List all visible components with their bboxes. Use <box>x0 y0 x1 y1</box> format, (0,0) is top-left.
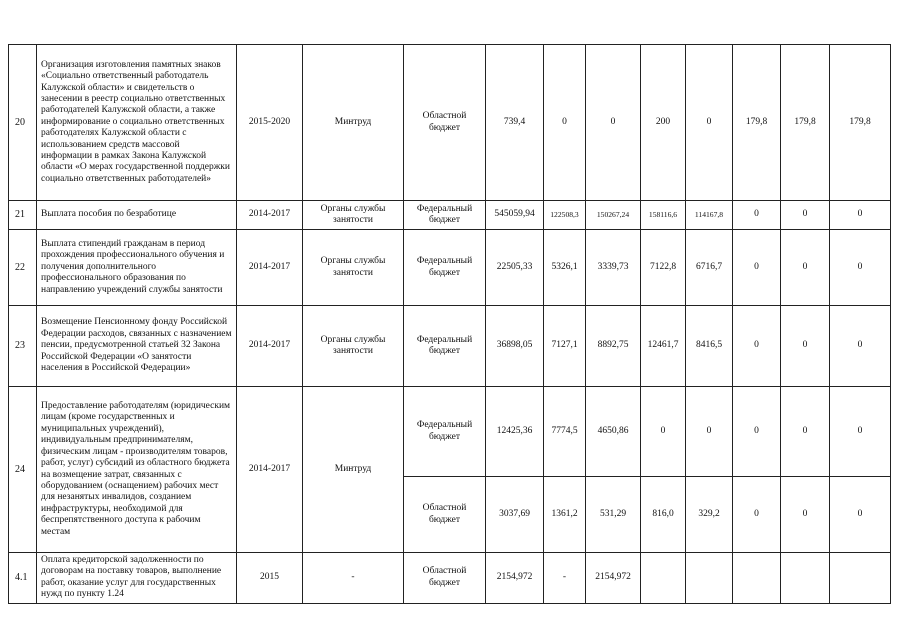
value-cell: 122508,3 <box>544 201 586 230</box>
value-cell: 0 <box>830 387 891 477</box>
activity-name: Выплата стипендий гражданам в период прохождения профессионального обучения и получения дополнительного профессионального образования по направлению учреждений службы занятости <box>37 230 237 306</box>
program-activities-table <box>8 44 891 604</box>
value-cell: 2154,972 <box>586 553 641 604</box>
activity-name: Предоставление работодателям (юридическим лицам (кроме государственных и муниципальных учреждений), индивидуальным предпринимателям, физическим лицам - производителям товаров, работ, услуг) субсидий из областного бюджета на возмещение затрат, связанных с оборудованием (оснащением) рабочих мест для незанятых инвалидов, созданием инфраструктуры, необходимой для беспрепятственного доступа к рабочим местам <box>37 387 237 553</box>
value-cell: 0 <box>733 306 781 387</box>
funding-source-cell: Федеральный бюджет <box>404 387 486 477</box>
row-number: 4.1 <box>9 553 37 604</box>
value-cell: 329,2 <box>686 477 733 553</box>
funding-source-cell: Федеральный бюджет <box>404 306 486 387</box>
value-cell: 179,8 <box>781 45 830 201</box>
value-cell <box>781 553 830 604</box>
table-row <box>9 230 891 306</box>
value-cell: 7774,5 <box>544 387 586 477</box>
value-cell: 0 <box>830 306 891 387</box>
value-cell: 0 <box>830 201 891 230</box>
funding-source-cell: Областной бюджет <box>404 553 486 604</box>
period-cell: 2014-2017 <box>237 387 303 553</box>
value-cell <box>830 553 891 604</box>
period-cell: 2014-2017 <box>237 306 303 387</box>
row-number: 20 <box>9 45 37 201</box>
value-cell: 0 <box>781 387 830 477</box>
funding-source-cell: Областной бюджет <box>404 477 486 553</box>
value-cell: 4650,86 <box>586 387 641 477</box>
table-row <box>9 201 891 230</box>
activity-name: Оплата кредиторской задолженности по договорам на поставку товаров, выполнение работ, оказание услуг для государственных нужд по пункту 1.24 <box>37 553 237 604</box>
value-cell: 0 <box>781 201 830 230</box>
period-cell: 2015-2020 <box>237 45 303 201</box>
total-cell: 36898,05 <box>486 306 544 387</box>
value-cell: 150267,24 <box>586 201 641 230</box>
value-cell: 0 <box>781 306 830 387</box>
value-cell: 531,29 <box>586 477 641 553</box>
value-cell: 1361,2 <box>544 477 586 553</box>
value-cell: 0 <box>830 230 891 306</box>
activity-name: Возмещение Пенсионному фонду Российской Федерации расходов, связанных с назначением пенсии, предусмотренной статьей 32 Закона Российской Федерации «О занятости населения в Российской Федерации» <box>37 306 237 387</box>
value-cell: 179,8 <box>830 45 891 201</box>
row-number: 22 <box>9 230 37 306</box>
value-cell: 0 <box>733 230 781 306</box>
row-number: 23 <box>9 306 37 387</box>
value-cell: 0 <box>733 387 781 477</box>
value-cell: 6716,7 <box>686 230 733 306</box>
value-cell <box>733 553 781 604</box>
table-row <box>9 45 891 201</box>
value-cell: 158116,6 <box>641 201 686 230</box>
value-cell: 7122,8 <box>641 230 686 306</box>
value-cell: 8892,75 <box>586 306 641 387</box>
total-cell: 739,4 <box>486 45 544 201</box>
value-cell: 0 <box>830 477 891 553</box>
period-cell: 2014-2017 <box>237 201 303 230</box>
row-number: 24 <box>9 387 37 553</box>
value-cell <box>686 553 733 604</box>
value-cell: 0 <box>733 201 781 230</box>
activity-name: Выплата пособия по безработице <box>37 201 237 230</box>
value-cell: 5326,1 <box>544 230 586 306</box>
value-cell: 200 <box>641 45 686 201</box>
value-cell: 179,8 <box>733 45 781 201</box>
executor-cell: Органы службы занятости <box>303 230 404 306</box>
executor-cell: Органы службы занятости <box>303 201 404 230</box>
value-cell: 0 <box>781 477 830 553</box>
value-cell: 816,0 <box>641 477 686 553</box>
value-cell: 0 <box>641 387 686 477</box>
executor-cell: Минтруд <box>303 387 404 553</box>
value-cell: - <box>544 553 586 604</box>
total-cell: 22505,33 <box>486 230 544 306</box>
value-cell: 8416,5 <box>686 306 733 387</box>
value-cell: 0 <box>544 45 586 201</box>
table-row <box>9 387 891 477</box>
funding-source-cell: Федеральный бюджет <box>404 201 486 230</box>
value-cell: 7127,1 <box>544 306 586 387</box>
value-cell: 12461,7 <box>641 306 686 387</box>
total-cell: 3037,69 <box>486 477 544 553</box>
activity-name: Организация изготовления памятных знаков «Социально ответственный работодатель Калужской области» и свидетельств о занесении в реестр социально ответственных работодателей Калужской области, а также информирование о социально ответственных работодателях Калужской области с использованием средств массовой информации в рамках Закона Калужской области «О мерах государственной поддержки социально ответственных работодателей» <box>37 45 237 201</box>
value-cell: 0 <box>733 477 781 553</box>
value-cell <box>641 553 686 604</box>
table-row <box>9 553 891 604</box>
row-number: 21 <box>9 201 37 230</box>
value-cell: 3339,73 <box>586 230 641 306</box>
value-cell: 0 <box>781 230 830 306</box>
table-row <box>9 306 891 387</box>
executor-cell: Органы службы занятости <box>303 306 404 387</box>
funding-source-cell: Областной бюджет <box>404 45 486 201</box>
value-cell: 0 <box>686 387 733 477</box>
period-cell: 2015 <box>237 553 303 604</box>
executor-cell: Минтруд <box>303 45 404 201</box>
total-cell: 545059,94 <box>486 201 544 230</box>
total-cell: 2154,972 <box>486 553 544 604</box>
value-cell: 114167,8 <box>686 201 733 230</box>
value-cell: 0 <box>686 45 733 201</box>
period-cell: 2014-2017 <box>237 230 303 306</box>
funding-source-cell: Федеральный бюджет <box>404 230 486 306</box>
value-cell: 0 <box>586 45 641 201</box>
total-cell: 12425,36 <box>486 387 544 477</box>
executor-cell: - <box>303 553 404 604</box>
